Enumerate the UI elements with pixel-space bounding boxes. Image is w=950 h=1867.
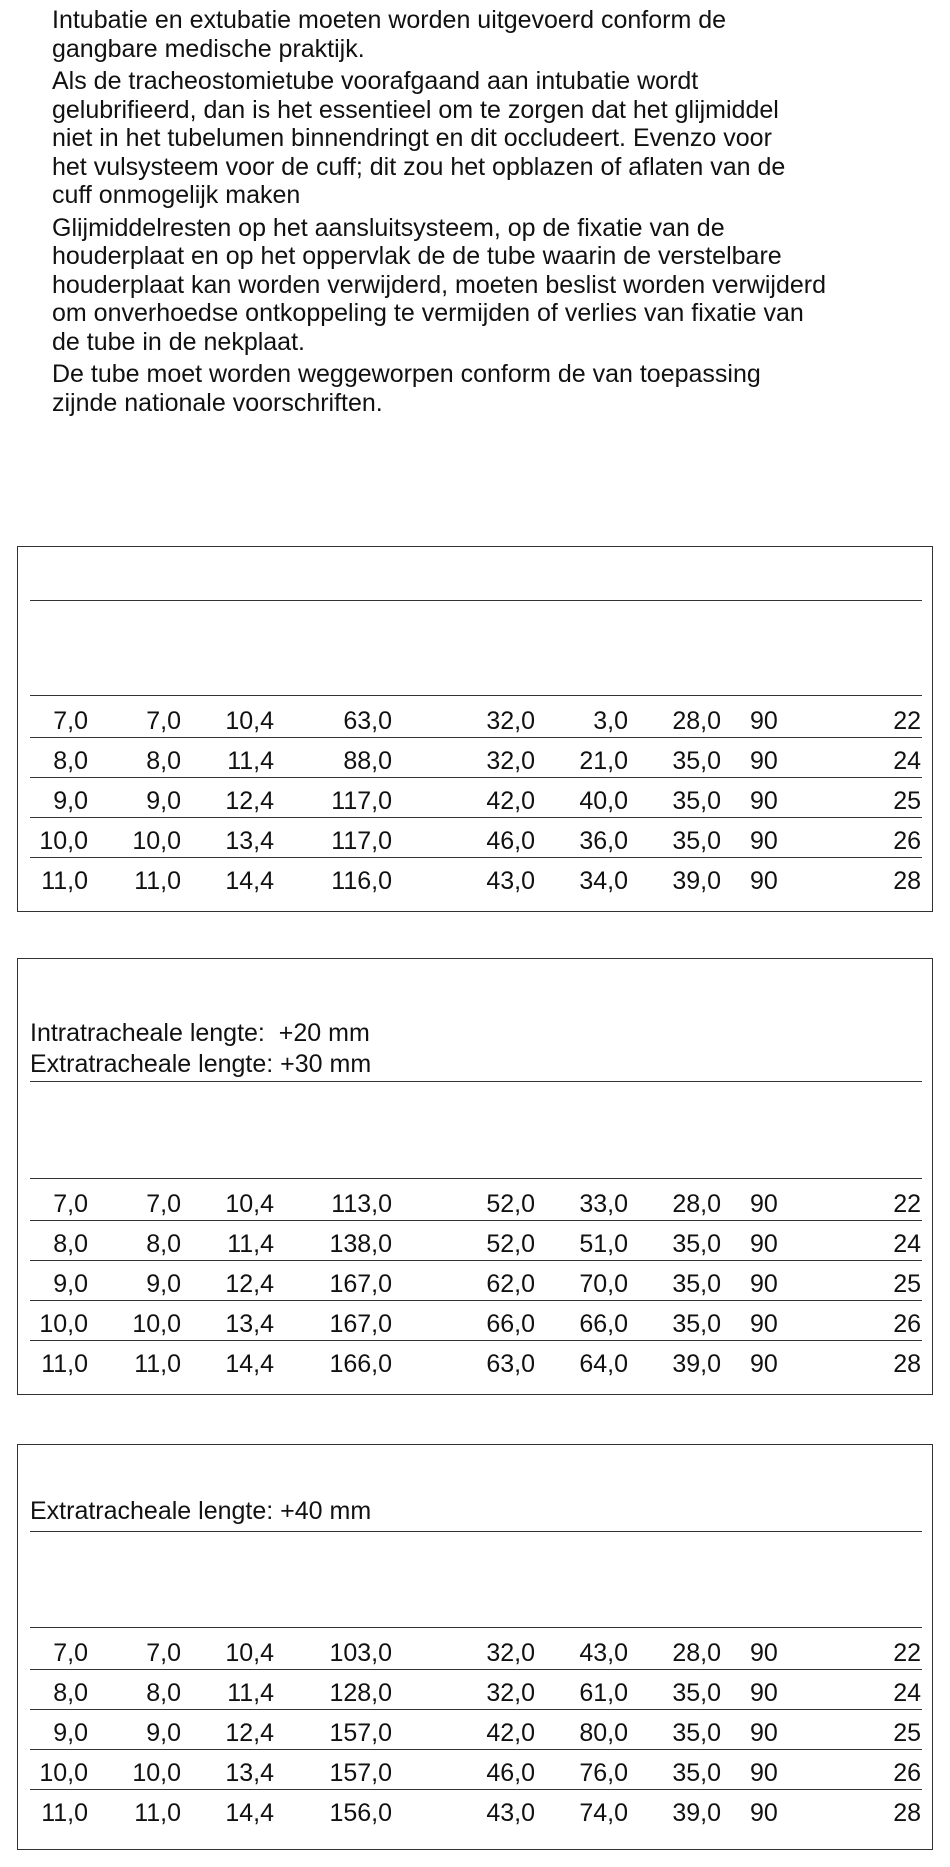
table-cell: 10,0	[39, 1759, 88, 1787]
table-cell: 40,0	[579, 787, 628, 815]
table-cell: 26	[893, 1310, 921, 1338]
table-cell: 25	[893, 1270, 921, 1298]
length-note: Intratracheale lengte: +20 mm Extratracheale lengte: +30 mm	[30, 1019, 372, 1078]
table-cell: 33,0	[579, 1190, 628, 1218]
table-cell: 10,0	[132, 827, 181, 855]
table-cell: 7,0	[53, 707, 88, 735]
table-row	[30, 1300, 922, 1341]
table-cell: 35,0	[672, 1719, 721, 1747]
intro-paragraph: Intubatie en extubatie moeten worden uitgevoerd conform de gangbare medische praktijk.	[52, 6, 727, 63]
size-table-extended-20-30	[17, 958, 933, 1395]
table-cell: 46,0	[486, 1759, 535, 1787]
table-cell: 14,4	[225, 867, 274, 895]
table-cell: 10,0	[132, 1759, 181, 1787]
table-cell: 64,0	[579, 1350, 628, 1378]
table-cell: 8,0	[53, 747, 88, 775]
table-cell: 32,0	[486, 1679, 535, 1707]
table-cell: 32,0	[486, 707, 535, 735]
table-cell: 28,0	[672, 1190, 721, 1218]
table-cell: 43,0	[486, 1799, 535, 1827]
table-cell: 156,0	[329, 1799, 392, 1827]
table-cell: 66,0	[486, 1310, 535, 1338]
table-cell: 28	[893, 1799, 921, 1827]
table-cell: 90	[750, 1310, 778, 1338]
table-cell: 24	[893, 1679, 921, 1707]
table-cell: 90	[750, 1639, 778, 1667]
table-cell: 25	[893, 1719, 921, 1747]
table-cell: 117,0	[331, 787, 392, 815]
table-cell: 90	[750, 787, 778, 815]
table-cell: 7,0	[146, 1190, 181, 1218]
header-divider	[30, 600, 922, 601]
table-cell: 80,0	[579, 1719, 628, 1747]
table-cell: 11,0	[134, 867, 181, 895]
table-cell: 167,0	[329, 1270, 392, 1298]
table-cell: 21,0	[579, 747, 628, 775]
table-cell: 9,0	[53, 1270, 88, 1298]
intro-paragraph: De tube moet worden weggeworpen conform de van toepassing zijnde nationale voorschriften.	[52, 360, 761, 417]
table-cell: 76,0	[579, 1759, 628, 1787]
table-cell: 74,0	[579, 1799, 628, 1827]
table-cell: 116,0	[331, 867, 392, 895]
table-cell: 11,0	[134, 1350, 181, 1378]
table-cell: 11,0	[41, 1799, 88, 1827]
table-row	[30, 1709, 922, 1750]
table-cell: 22	[893, 707, 921, 735]
table-cell: 11,0	[41, 867, 88, 895]
table-cell: 9,0	[146, 1719, 181, 1747]
size-table-standard	[17, 546, 933, 912]
table-cell: 22	[893, 1639, 921, 1667]
table-cell: 63,0	[343, 707, 392, 735]
table-cell: 8,0	[146, 1230, 181, 1258]
table-row	[30, 1340, 922, 1380]
size-table-extended-40	[17, 1444, 933, 1850]
table-cell: 11,0	[134, 1799, 181, 1827]
table-cell: 28,0	[672, 707, 721, 735]
table-cell: 35,0	[672, 1679, 721, 1707]
table-cell: 24	[893, 1230, 921, 1258]
table-row	[30, 1260, 922, 1301]
intro-text	[52, 6, 932, 421]
table-cell: 43,0	[486, 867, 535, 895]
table-cell: 61,0	[579, 1679, 628, 1707]
table-cell: 13,4	[225, 1759, 274, 1787]
table-cell: 22	[893, 1190, 921, 1218]
table-cell: 157,0	[329, 1759, 392, 1787]
table-cell: 8,0	[146, 1679, 181, 1707]
table-cell: 90	[750, 1190, 778, 1218]
table-row	[30, 1220, 922, 1261]
table-cell: 34,0	[579, 867, 628, 895]
table-cell: 52,0	[486, 1190, 535, 1218]
table-cell: 35,0	[672, 827, 721, 855]
table-row	[30, 857, 922, 897]
table-cell: 90	[750, 1719, 778, 1747]
table-cell: 90	[750, 1350, 778, 1378]
table-cell: 9,0	[53, 1719, 88, 1747]
table-cell: 12,4	[225, 787, 274, 815]
table-cell: 8,0	[53, 1679, 88, 1707]
header-divider	[30, 1531, 922, 1532]
table-cell: 90	[750, 1270, 778, 1298]
table-top-rule	[30, 1178, 922, 1179]
table-cell: 39,0	[672, 1799, 721, 1827]
table-row	[30, 1789, 922, 1829]
table-cell: 90	[750, 1679, 778, 1707]
table-cell: 63,0	[486, 1350, 535, 1378]
table-cell: 103,0	[329, 1639, 392, 1667]
table-cell: 11,4	[227, 1679, 274, 1707]
table-row	[30, 697, 922, 738]
table-cell: 35,0	[672, 747, 721, 775]
table-cell: 117,0	[331, 827, 392, 855]
table-cell: 90	[750, 1230, 778, 1258]
table-cell: 10,4	[225, 707, 274, 735]
table-cell: 88,0	[343, 747, 392, 775]
table-cell: 46,0	[486, 827, 535, 855]
table-cell: 9,0	[53, 787, 88, 815]
table-cell: 3,0	[593, 707, 628, 735]
table-cell: 26	[893, 1759, 921, 1787]
table-cell: 90	[750, 867, 778, 895]
table-row	[30, 1669, 922, 1710]
table-cell: 167,0	[329, 1310, 392, 1338]
table-cell: 7,0	[53, 1639, 88, 1667]
table-cell: 51,0	[579, 1230, 628, 1258]
table-cell: 8,0	[146, 747, 181, 775]
table-cell: 28	[893, 1350, 921, 1378]
table-cell: 35,0	[672, 1310, 721, 1338]
table-cell: 10,0	[39, 827, 88, 855]
table-row	[30, 1180, 922, 1221]
table-top-rule	[30, 695, 922, 696]
table-row	[30, 817, 922, 858]
table-cell: 10,4	[225, 1639, 274, 1667]
table-cell: 35,0	[672, 1230, 721, 1258]
table-cell: 7,0	[146, 707, 181, 735]
table-cell: 35,0	[672, 1270, 721, 1298]
table-cell: 28,0	[672, 1639, 721, 1667]
table-cell: 13,4	[225, 1310, 274, 1338]
header-divider	[30, 1081, 922, 1082]
table-cell: 7,0	[53, 1190, 88, 1218]
table-cell: 32,0	[486, 1639, 535, 1667]
table-cell: 25	[893, 787, 921, 815]
table-cell: 166,0	[329, 1350, 392, 1378]
table-cell: 12,4	[225, 1270, 274, 1298]
table-cell: 113,0	[331, 1190, 392, 1218]
length-note: Extratracheale lengte: +40 mm	[30, 1497, 372, 1525]
table-cell: 24	[893, 747, 921, 775]
table-cell: 36,0	[579, 827, 628, 855]
table-cell: 26	[893, 827, 921, 855]
table-cell: 62,0	[486, 1270, 535, 1298]
table-cell: 90	[750, 747, 778, 775]
table-cell: 8,0	[53, 1230, 88, 1258]
table-cell: 11,0	[41, 1350, 88, 1378]
table-cell: 157,0	[329, 1719, 392, 1747]
table-cell: 7,0	[146, 1639, 181, 1667]
table-cell: 52,0	[486, 1230, 535, 1258]
table-cell: 39,0	[672, 1350, 721, 1378]
table-cell: 9,0	[146, 1270, 181, 1298]
table-cell: 90	[750, 827, 778, 855]
table-row	[30, 777, 922, 818]
table-cell: 70,0	[579, 1270, 628, 1298]
table-cell: 11,4	[227, 747, 274, 775]
table-cell: 42,0	[486, 787, 535, 815]
table-cell: 42,0	[486, 1719, 535, 1747]
table-cell: 35,0	[672, 787, 721, 815]
table-row	[30, 1749, 922, 1790]
table-cell: 13,4	[225, 827, 274, 855]
table-cell: 12,4	[225, 1719, 274, 1747]
table-row	[30, 1629, 922, 1670]
table-cell: 90	[750, 1759, 778, 1787]
table-cell: 14,4	[225, 1350, 274, 1378]
table-cell: 138,0	[329, 1230, 392, 1258]
table-cell: 66,0	[579, 1310, 628, 1338]
table-cell: 10,0	[39, 1310, 88, 1338]
table-cell: 90	[750, 1799, 778, 1827]
table-cell: 90	[750, 707, 778, 735]
table-row	[30, 737, 922, 778]
intro-paragraph: Glijmiddelresten op het aansluitsysteem, op de fixatie van de houderplaat en op het oppervlak de de tube waarin de verstelbare houderplaat kan worden verwijderd, moeten beslist worden verwijderd om onverhoedse ontkoppeling te vermijden of verlies van fixatie van de tube in de nekplaat.	[52, 213, 827, 356]
table-cell: 128,0	[329, 1679, 392, 1707]
table-cell: 35,0	[672, 1759, 721, 1787]
table-cell: 39,0	[672, 867, 721, 895]
table-cell: 11,4	[227, 1230, 274, 1258]
table-cell: 9,0	[146, 787, 181, 815]
intro-paragraph: Als de tracheostomietube voorafgaand aan intubatie wordt gelubrifieerd, dan is het essentieel om te zorgen dat het glijmiddel niet in het tubelumen binnendringt en dit occludeert. Evenzo voor het vulsysteem voor de cuff; dit zou het opblazen of aflaten van de cuff onmogelijk maken	[52, 67, 786, 209]
table-top-rule	[30, 1627, 922, 1628]
table-cell: 32,0	[486, 747, 535, 775]
table-cell: 28	[893, 867, 921, 895]
table-cell: 14,4	[225, 1799, 274, 1827]
table-cell: 10,0	[132, 1310, 181, 1338]
table-cell: 10,4	[225, 1190, 274, 1218]
table-cell: 43,0	[579, 1639, 628, 1667]
